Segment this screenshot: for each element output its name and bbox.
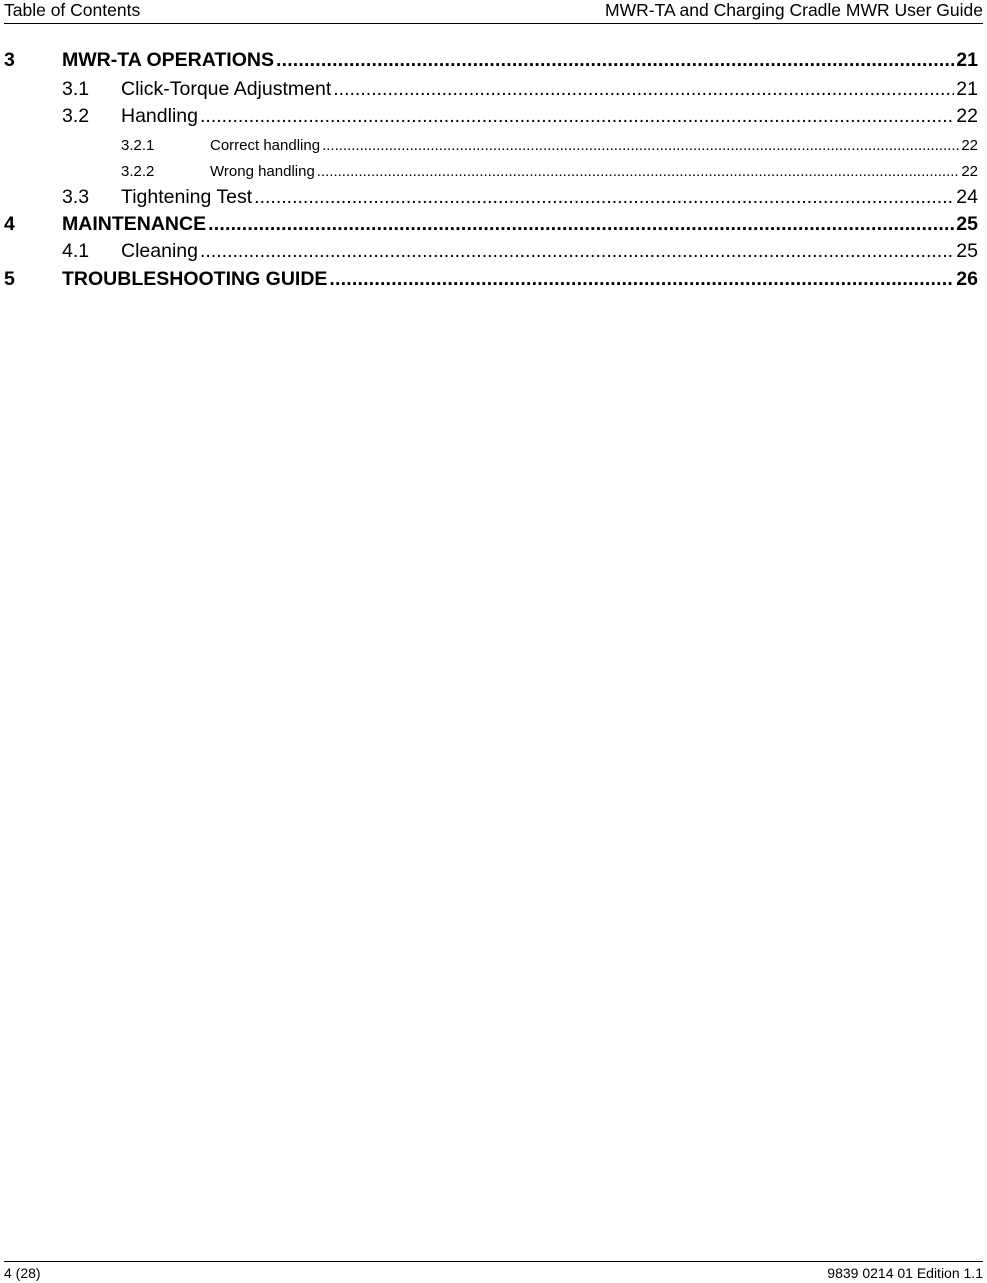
toc-entry-page: 25	[956, 240, 978, 262]
toc-entry-4-1[interactable]	[4, 240, 978, 263]
toc-entry-page: 21	[956, 49, 978, 71]
toc-entry-number: 3.2	[62, 105, 90, 127]
toc-entry-number: 3.2.2	[121, 163, 155, 180]
toc-entry-title: Handling	[121, 105, 198, 127]
toc-dot-leader	[333, 78, 954, 101]
toc-entry-4[interactable]	[4, 213, 978, 236]
toc-entry-page: 26	[956, 268, 978, 290]
toc-entry-number: 4	[4, 213, 15, 235]
toc-entry-3-2[interactable]	[4, 105, 978, 128]
toc-entry-3[interactable]	[4, 49, 978, 72]
toc-entry-page: 25	[956, 213, 978, 235]
toc-entry-page: 22	[956, 105, 978, 127]
toc-dot-leader	[329, 268, 954, 291]
toc-entry-number: 4.1	[62, 240, 90, 262]
toc-entry-number: 5	[4, 268, 15, 290]
toc-entry-title: Cleaning	[121, 240, 198, 262]
toc-entry-5[interactable]	[4, 268, 978, 291]
header-section-title: Table of Contents	[4, 0, 141, 20]
toc-dot-leader	[276, 49, 954, 72]
toc-dot-leader	[322, 137, 959, 154]
footer-document-number: 9839 0214 01 Edition 1.1	[827, 1265, 983, 1281]
toc-dot-leader	[200, 240, 954, 263]
toc-dot-leader	[317, 163, 960, 180]
toc-entry-number: 3.1	[62, 78, 90, 100]
toc-entry-title: Click-Torque Adjustment	[121, 78, 332, 100]
toc-entry-3-2-2[interactable]	[4, 163, 978, 180]
footer-page-number: 4 (28)	[4, 1265, 41, 1281]
toc-entry-3-3[interactable]	[4, 186, 978, 209]
toc-entry-number: 3	[4, 49, 15, 71]
toc-entry-number: 3.2.1	[121, 137, 155, 154]
toc-entry-title: TROUBLESHOOTING GUIDE	[62, 268, 328, 290]
toc-entry-title: Tightening Test	[121, 186, 253, 208]
page-footer	[4, 1261, 983, 1283]
toc-entry-page: 22	[961, 163, 978, 180]
toc-entry-page: 22	[961, 137, 978, 154]
toc-entry-3-1[interactable]	[4, 78, 978, 101]
toc-entry-title: MAINTENANCE	[62, 213, 207, 235]
toc-entry-number: 3.3	[62, 186, 90, 208]
page-header	[4, 0, 983, 24]
toc-entry-title: Correct handling	[210, 137, 321, 154]
toc-entry-title: Wrong handling	[210, 163, 315, 180]
toc-dot-leader	[200, 105, 954, 128]
toc-entry-page: 24	[956, 186, 978, 208]
toc-entry-3-2-1[interactable]	[4, 137, 978, 154]
toc-dot-leader	[208, 213, 954, 236]
toc-entry-page: 21	[956, 78, 978, 100]
header-document-title: MWR-TA and Charging Cradle MWR User Guide	[605, 0, 983, 20]
toc-entry-title: MWR-TA OPERATIONS	[62, 49, 274, 71]
toc-dot-leader	[254, 186, 954, 209]
